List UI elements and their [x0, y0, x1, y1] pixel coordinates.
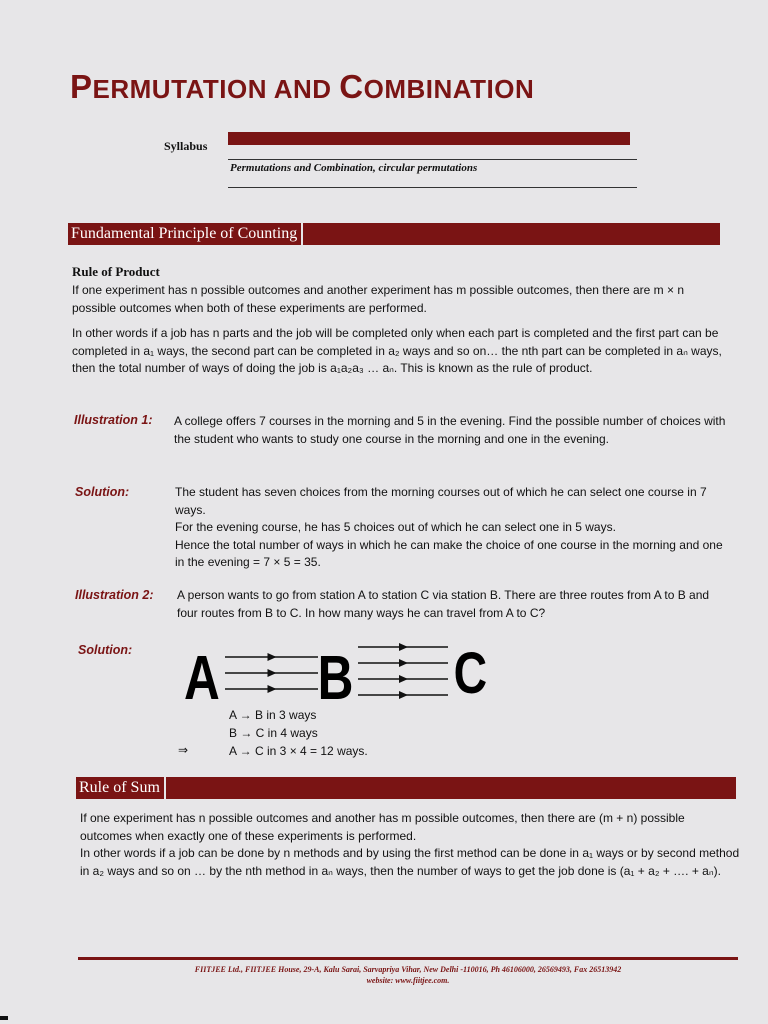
route-result: A → C in 3 × 4 = 12 ways. [229, 744, 368, 758]
footer [78, 964, 738, 986]
illustration-label: Illustration 2: [75, 588, 154, 602]
route-arrow-icon [399, 643, 408, 651]
route-result: B → C in 4 ways [229, 726, 318, 740]
paragraph [80, 810, 740, 880]
syllabus-bar [228, 132, 630, 145]
page-corner-mark [0, 1016, 8, 1020]
routes-b-to-c [358, 643, 448, 699]
footer-divider [78, 957, 738, 960]
paragraph: In other words if a job has n parts and the job will be completed only when each part is completed and the first part can be completed in a₁ ways, the second part can be completed in a₂ ways and so on… the nth part can be completed in aₙ ways, then the total number of ways of doing the job is a₁a₂a₃ … aₙ. This is known as the rule of product. [72, 326, 722, 375]
station-a: A [184, 642, 220, 705]
route-arrow-icon [399, 675, 408, 683]
solution-text [175, 484, 730, 572]
syllabus-text: Permutations and Combination, circular permutations [230, 162, 478, 174]
paragraph: In other words if a job can be done by n methods and by using the first method can be done in a₁ ways or by second method in a₂ ways and so on … by the nth method in aₙ ways, then the number of ways to get the job done is (a₁ + a₂ + …. + aₙ). [80, 846, 740, 878]
illustration-text: A college offers 7 courses in the morning and 5 in the evening. Find the possible number of choices with the student who wants to study one course in the morning and one in the evening. [174, 414, 726, 446]
route-arrow-icon [399, 691, 408, 699]
solution-label: Solution: [78, 643, 133, 657]
paragraph: If one experiment has n possible outcomes and another experiment has m possible outcomes, then there are m × n possible outcomes when both of these experiments are performed. [72, 283, 685, 315]
station-c: C [453, 641, 488, 705]
solution-line: Hence the total number of ways in which he can make the choice of one course in the morning and one in the evening = 7 × 5 = 35. [175, 537, 723, 569]
route-arrow-icon [268, 685, 277, 693]
section-heading-rule-of-sum: Rule of Sum [76, 777, 736, 799]
solution-label: Solution: [75, 485, 130, 499]
route-arrow-icon [268, 653, 277, 661]
footer-address: FIITJEE Ltd., FIITJEE House, 29-A, Kalu Sarai, Sarvapriya Vihar, New Delhi -110016, Ph 46106000, 26569493, Fax 26513942 [194, 965, 622, 974]
syllabus-label: Syllabus [164, 139, 208, 153]
illustration-label: Illustration 1: [74, 413, 153, 427]
routes-a-to-b [225, 653, 318, 693]
station-b: B [317, 642, 354, 705]
divider [228, 159, 637, 160]
route-arrow-icon [399, 659, 408, 667]
route-diagram [180, 635, 500, 705]
solution-line: The student has seven choices from the morning courses out of which he can select one course in 7 ways. [175, 485, 707, 517]
divider [228, 187, 637, 188]
route-result: A → B in 3 ways [229, 708, 317, 722]
illustration-text: A person wants to go from station A to station C via station B. There are three routes from A to B and four routes from B to C. In how many ways he can travel from A to C? [177, 588, 710, 620]
solution-line: For the evening course, he has 5 choices out of which he can select one in 5 ways. [175, 520, 616, 534]
route-arrow-icon [268, 669, 277, 677]
page-title: PERMUTATION AND COMBINATION [70, 68, 535, 105]
footer-website: website: www.fiitjee.com. [366, 976, 450, 985]
implies-icon: ⇒ [178, 743, 189, 757]
subheading-rule-of-product: Rule of Product [72, 264, 160, 279]
paragraph: If one experiment has n possible outcomes and another has m possible outcomes, then there are (m + n) possible outcomes when exactly one of these experiments is performed. [80, 811, 685, 843]
section-heading-counting: Fundamental Principle of Counting [68, 223, 720, 245]
